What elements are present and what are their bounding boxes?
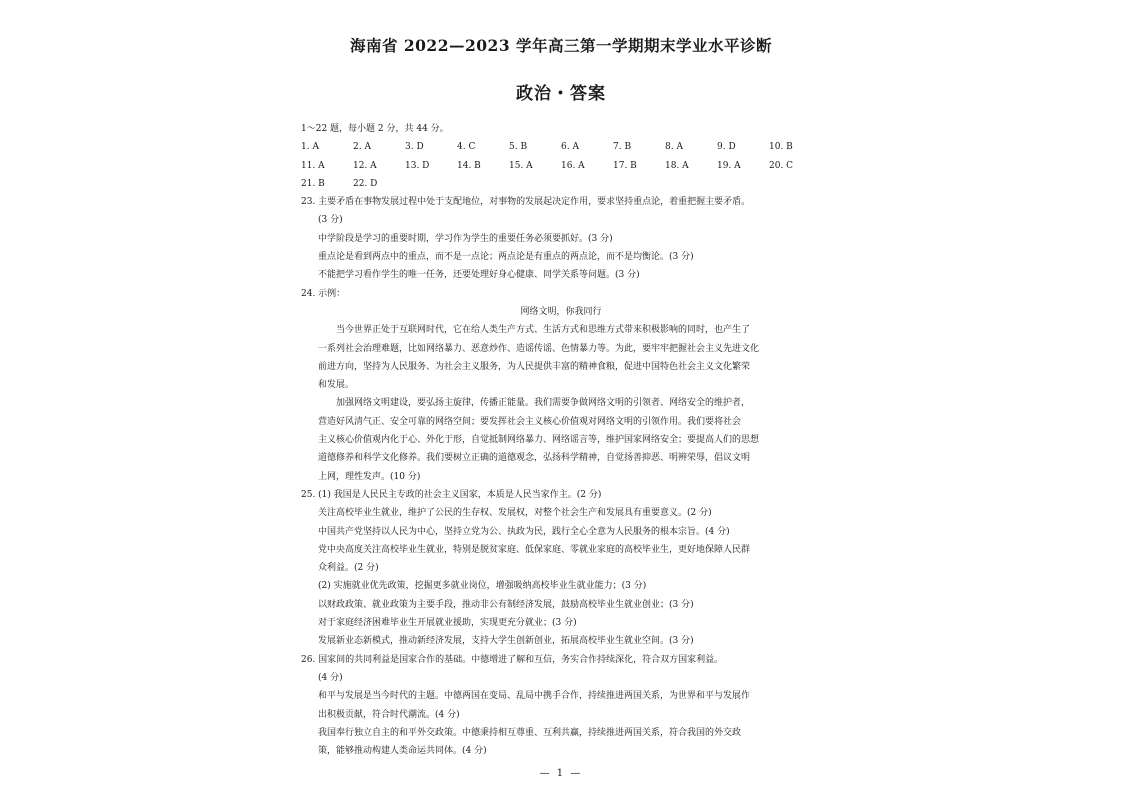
q23-line: 23. 主要矛盾在事物发展过程中处于支配地位，对事物的发展起决定作用，要求坚持重点论，着重把握主要矛盾。: [301, 197, 751, 208]
document-title: 海南省 2022—2023 学年高三第一学期期末学业水平诊断: [349, 36, 773, 55]
question-25: [301, 486, 821, 651]
q23-line: 中学阶段是学习的重要时期，学习作为学生的重要任务必须要抓好。(3 分): [318, 233, 613, 244]
question-26: [301, 651, 821, 761]
mc-answer: 12. A: [353, 160, 377, 171]
q25-line: 25. (1) 我国是人民民主专政的社会主义国家，本质是人民当家作主。(2 分): [301, 489, 602, 500]
mc-answer: 13. D: [405, 160, 430, 171]
mc-answer: 20. C: [769, 160, 794, 171]
page-number: — 1 —: [539, 768, 583, 779]
q23-line: 不能把学习看作学生的唯一任务，还要处理好身心健康、同学关系等问题。(3 分): [318, 270, 640, 281]
essay-paragraph-1: [301, 321, 821, 394]
q25-line: 党中央高度关注高校毕业生就业，特别是脱贫家庭、低保家庭、零就业家庭的高校毕业生，更好地保障人民群: [318, 544, 751, 555]
mc-answer: 9. D: [717, 142, 736, 153]
q26-line: 26. 国家间的共同利益是国家合作的基础。中德增进了解和互信，务实合作持续深化，符合双方国家利益。: [301, 654, 724, 665]
q23-line: (3 分): [318, 215, 343, 226]
q25-line: (2) 实施就业优先政策，挖掘更多就业岗位，增强吸纳高校毕业生就业能力；(3 分): [318, 581, 647, 592]
mc-answer-row-3: [301, 175, 821, 193]
q25-line: 以财政政策、就业政策为主要手段，推动非公有制经济发展，鼓励高校毕业生就业创业；(3 分): [318, 599, 694, 610]
mc-answer: 7. B: [613, 142, 632, 153]
essay-title: 网络文明，你我同行: [520, 306, 602, 317]
answer-content: [301, 120, 821, 760]
q26-line: 和平与发展是当今时代的主题。中德两国在变局、乱局中携手合作，持续推进两国关系，为世界和平与发展作: [318, 691, 751, 702]
essay-line: 一系列社会治理难题，比如网络暴力、恶意炒作、造谣传谣、色情暴力等。为此，要牢牢把握社会主义先进文化: [318, 343, 760, 354]
mc-answer: 18. A: [665, 160, 689, 171]
q26-line: 我国奉行独立自主的和平外交政策。中德秉持相互尊重、互利共赢，持续推进两国关系，符合我国的外交政: [318, 727, 742, 738]
essay-line: 加强网络文明建设，要弘扬主旋律，传播正能量。我们需要争做网络文明的引领者、网络安全的维护者，: [336, 398, 751, 409]
q25-line: 关注高校毕业生就业，维护了公民的生存权、发展权，对整个社会生产和发展具有重要意义。(2 分): [318, 508, 712, 519]
document-subtitle: 政治・答案: [516, 84, 606, 104]
mc-answer: 22. D: [353, 178, 378, 189]
mc-intro: 1～22 题，每小题 2 分，共 44 分。: [301, 124, 449, 134]
q26-line: (4 分): [318, 672, 343, 683]
mc-answer: 14. B: [457, 160, 481, 171]
essay-line: 道德修养和科学文化修养。我们要树立正确的道德观念，弘扬科学精神，自觉扬善抑恶、明辨荣辱，倡议文明: [318, 453, 751, 464]
mc-answer: 3. D: [405, 142, 424, 153]
q25-line: 对于家庭经济困难毕业生开展就业援助，实现更充分就业；(3 分): [318, 618, 577, 629]
essay-paragraph-2: [301, 394, 821, 485]
mc-answer: 10. B: [769, 142, 793, 153]
mc-answer: 21. B: [301, 178, 325, 189]
q23-line: 重点论是看到两点中的重点，而不是一点论；两点论是有重点的两点论，而不是均衡论。(3 分): [318, 252, 694, 263]
essay-line: 上网，理性发声。(10 分): [318, 471, 421, 482]
question-24: [301, 285, 821, 486]
mc-answer: 8. A: [665, 142, 683, 153]
q26-line: 出积极贡献，符合时代潮流。(4 分): [318, 709, 460, 720]
mc-answer: 4. C: [457, 142, 476, 153]
q25-line: 众利益。(2 分): [318, 563, 379, 574]
q24-label: 24. 示例：: [301, 288, 346, 299]
mc-answer: 15. A: [509, 160, 533, 171]
mc-answer: 5. B: [509, 142, 528, 153]
question-23: [301, 193, 821, 284]
essay-line: 前进方向，坚持为人民服务、为社会主义服务，为人民提供丰富的精神食粮，促进中国特色社会主义文化繁荣: [318, 361, 751, 372]
essay-line: 和发展。: [318, 380, 355, 391]
mc-answer-row-2: [301, 157, 821, 175]
mc-answer: 2. A: [353, 142, 371, 153]
mc-answer: 16. A: [561, 160, 585, 171]
mc-answer: 17. B: [613, 160, 637, 171]
mc-answer-row-1: [301, 138, 821, 156]
mc-answer: 11. A: [301, 160, 325, 171]
mc-answer: 6. A: [561, 142, 579, 153]
q25-line: 发展新业态新模式，推动新经济发展，支持大学生创新创业，拓展高校毕业生就业空间。(3 分): [318, 636, 694, 647]
q26-line: 策，能够推动构建人类命运共同体。(4 分): [318, 746, 487, 757]
essay-line: 主义核心价值观内化于心、外化于形，自觉抵制网络暴力、网络谣言等，维护国家网络安全；要提高人们的思想: [318, 435, 760, 446]
q25-line: 中国共产党坚持以人民为中心，坚持立党为公、执政为民，践行全心全意为人民服务的根本宗旨。(4 分): [318, 526, 730, 537]
mc-answer: 19. A: [717, 160, 741, 171]
essay-line: 当今世界正处于互联网时代，它在给人类生产方式、生活方式和思维方式带来积极影响的同时，也产生了: [336, 325, 751, 336]
mc-answer: 1. A: [301, 142, 319, 153]
essay-line: 营造好风清气正、安全可靠的网络空间；要发挥社会主义核心价值观对网络文明的引领作用。我们要将社会: [318, 416, 742, 427]
